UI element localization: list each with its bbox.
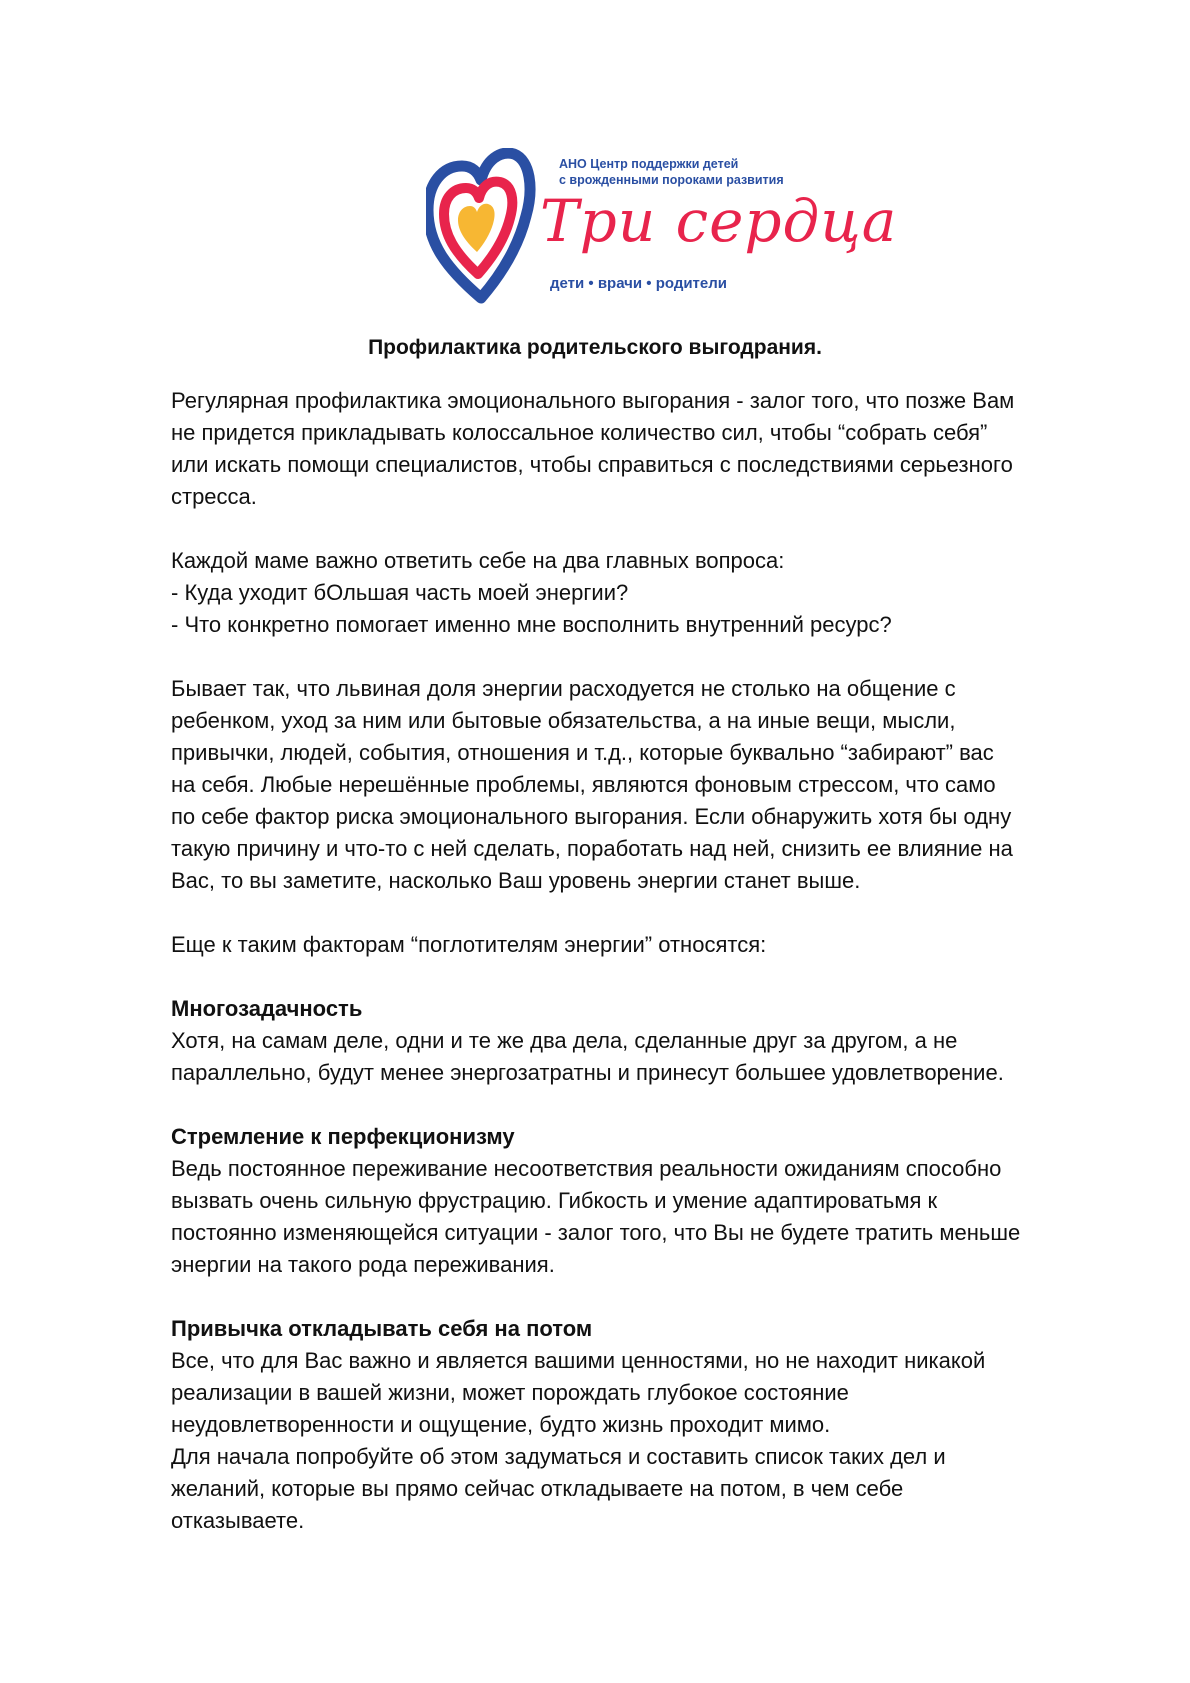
section-perfectionism <box>171 1121 1131 1281</box>
logo-organization-text: АНО Центр поддержки детей с врожденными пороками развития <box>559 157 784 187</box>
questions-block <box>171 545 1131 641</box>
section-heading: Привычка откладывать себя на потом <box>171 1316 593 1341</box>
section-heading: Многозадачность <box>171 996 363 1021</box>
document-body <box>171 385 1131 1569</box>
organization-logo <box>426 148 898 308</box>
factors-lead: Еще к таким факторам “поглотителям энергии” относятся: <box>171 932 767 957</box>
question-item: - Что конкретно помогает именно мне восполнить внутренний ресурс? <box>171 612 892 637</box>
section-text: Все, что для Вас важно и является вашими ценностями, но не находит никакой реализации в вашей жизни, может порождать глубокое состояние неудовлетворенности и ощущение, будто жизнь проходит мимо. Для начала попробуйте об этом задуматься и составить список таких дел и желаний, которые вы прямо сейчас откладываете на потом, в чем себе отказываете. <box>171 1348 986 1533</box>
logo-name: Три сердца <box>540 187 898 255</box>
energy-paragraph: Бывает так, что львиная доля энергии расходуется не столько на общение с ребенком, уход за ним или бытовые обязательства, а на иные вещи, мысли, привычки, людей, события, отношения и т.д., которые буквально “забирают” вас на себя. Любые нерешённые проблемы, являются фоновым стрессом, что само по себе фактор риска эмоционального выгорания. Если обнаружить хотя бы одну такую причину и что-то с ней сделать, поработать над ней, снизить ее влияние на Вас, то вы заметите, насколько Ваш уровень энергии станет выше. <box>171 676 1013 893</box>
hearts-icon <box>426 148 536 308</box>
intro-paragraph: Регулярная профилактика эмоционального выгорания - залог того, что позже Вам не придется прикладывать колоссальное количество сил, чтобы “собрать себя” или искать помощи специалистов, чтобы справиться с последствиями серьезного стресса. <box>171 388 1015 509</box>
section-multitasking <box>171 993 1131 1089</box>
questions-lead: Каждой маме важно ответить себе на два главных вопроса: <box>171 548 785 573</box>
section-text: Хотя, на самам деле, одни и те же два дела, сделанные друг за другом, а не параллельно, будут менее энергозатратны и принесут большее удовлетворение. <box>171 1028 1004 1085</box>
document-title: Профилактика родительского выгодрания. <box>368 336 822 359</box>
logo-tagline: дети • врачи • родители <box>550 275 727 292</box>
section-postponing <box>171 1313 1131 1537</box>
section-text: Ведь постоянное переживание несоответствия реальности ожиданиям способно вызвать очень сильную фрустрацию. Гибкость и умение адаптироватьмя к постоянно изменяющейся ситуации - залог того, что Вы не будете тратить меньше энергии на такого рода переживания. <box>171 1156 1021 1277</box>
section-heading: Стремление к перфекционизму <box>171 1124 515 1149</box>
question-item: - Куда уходит бОльшая часть моей энергии? <box>171 580 629 605</box>
